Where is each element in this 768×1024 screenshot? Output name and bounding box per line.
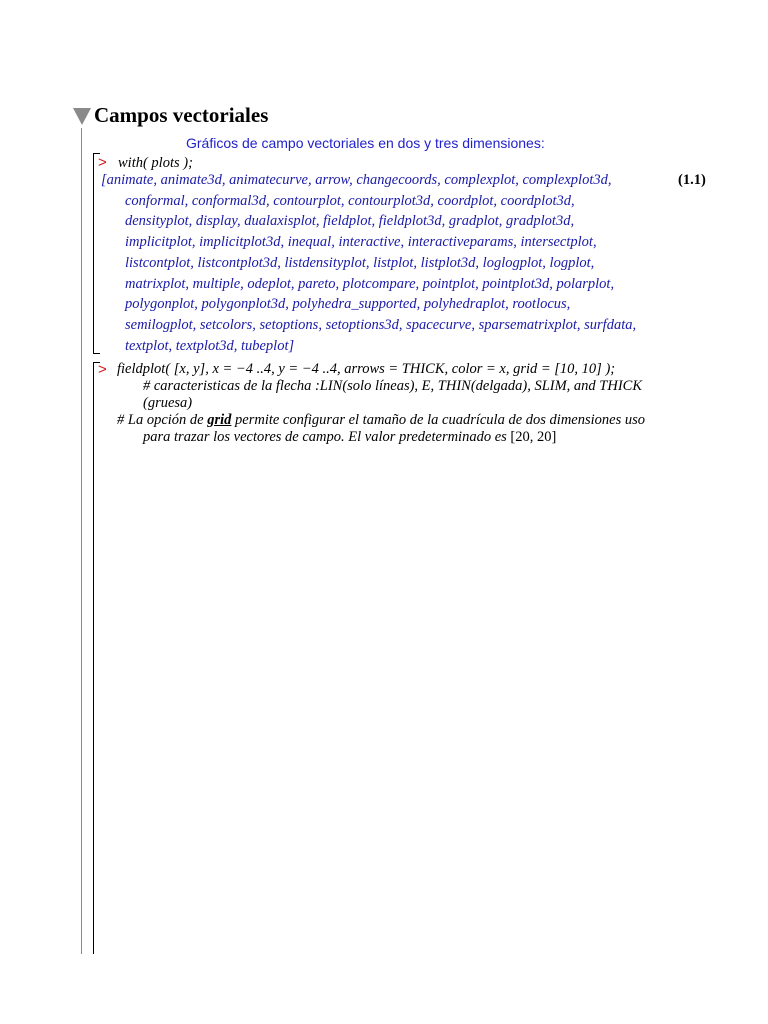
output-line: polygonplot, polygonplot3d, polyhedra_supported, polyhedraplot, rootlocus, bbox=[125, 296, 571, 312]
fieldplot-command[interactable]: fieldplot( [x, y], x = −4 ..4, y = −4 ..4, arrows = THICK, color = x, grid = [10, 10] ); bbox=[117, 361, 616, 377]
arrow-style-comment[interactable]: # caracteristicas de la flecha :LIN(solo líneas), E, THIN(delgada), SLIM, and THICK bbox=[143, 378, 642, 394]
grid-comment-line2: para trazar los vectores de campo. El valor predeterminado es bbox=[143, 429, 511, 445]
input-prompt[interactable]: > bbox=[98, 361, 107, 378]
grid-default-value: [20, 20] bbox=[510, 429, 557, 445]
grid-keyword: grid bbox=[207, 412, 232, 428]
output-line: densityplot, display, dualaxisplot, fieldplot, fieldplot3d, gradplot, gradplot3d, bbox=[125, 213, 575, 229]
output-line: implicitplot, implicitplot3d, inequal, interactive, interactiveparams, intersectplot, bbox=[125, 234, 597, 250]
output-line: matrixplot, multiple, odeplot, pareto, plotcompare, pointplot, pointplot3d, polarplot, bbox=[125, 276, 615, 292]
output-line: semilogplot, setcolors, setoptions, setoptions3d, spacecurve, sparsematrixplot, surfdata, bbox=[125, 317, 637, 333]
grid-option-comment[interactable] bbox=[117, 412, 645, 429]
equation-label[interactable]: (1.1) bbox=[678, 172, 706, 188]
grid-comment-prefix: # La opción de bbox=[117, 412, 208, 428]
input-prompt[interactable]: > bbox=[98, 154, 107, 171]
arrow-style-comment-continuation[interactable]: (gruesa) bbox=[143, 395, 193, 411]
output-line: textplot, textplot3d, tubeplot] bbox=[125, 338, 295, 354]
execution-group-bracket[interactable] bbox=[93, 153, 94, 354]
section-title: Campos vectoriales bbox=[94, 103, 269, 127]
grid-option-comment-continuation[interactable] bbox=[143, 429, 556, 446]
section-subtitle: Gráficos de campo vectoriales en dos y tres dimensiones: bbox=[186, 135, 545, 151]
with-plots-command[interactable]: with( plots ); bbox=[118, 155, 193, 171]
section-collapse-triangle-icon[interactable] bbox=[73, 108, 91, 125]
output-line: conformal, conformal3d, contourplot, contourplot3d, coordplot, coordplot3d, bbox=[125, 193, 575, 209]
output-line: listcontplot, listcontplot3d, listdensityplot, listplot, listplot3d, loglogplot, logplot, bbox=[125, 255, 595, 271]
execution-group-bracket[interactable] bbox=[93, 362, 94, 954]
execution-group-bracket-bottom bbox=[93, 353, 100, 354]
output-line: [animate, animate3d, animatecurve, arrow, changecoords, complexplot, complexplot3d, bbox=[101, 172, 612, 188]
grid-comment-suffix: permite configurar el tamaño de la cuadrícula de dos dimensiones uso bbox=[231, 412, 645, 428]
section-range-line bbox=[81, 128, 82, 954]
